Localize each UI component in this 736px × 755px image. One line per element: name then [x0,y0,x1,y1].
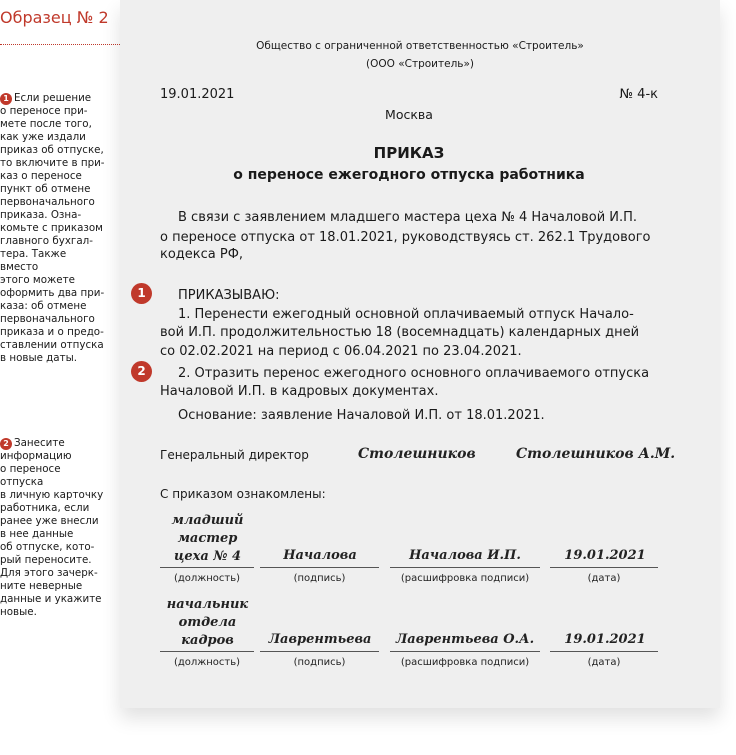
row-2-name-line [390,651,540,652]
row-1-position [160,512,255,566]
row-1-date: 19.01.2021 [564,548,646,563]
note-line: Занесите [14,437,65,449]
acquainted-heading: С приказом ознакомлены: [160,487,326,501]
note-line: информацию [0,450,72,462]
position-line: отдела [178,615,237,630]
note-line: данные и укажите [0,593,102,605]
caption-signature: (подпись) [293,573,346,584]
note-line: приказ об отпуске, [0,144,104,156]
note-line: каза: об отмене [0,300,87,312]
note-line: тера. Также вместо [0,248,67,273]
note-line: об отпуске, кото- [0,541,95,553]
director-name: Столешников А.М. [516,446,676,462]
item-1-line: вой И.П. продолжительностью 18 (восемнадцать) календарных дней [160,325,640,340]
document-date: 19.01.2021 [160,87,235,102]
position-line: цеха № 4 [173,549,242,564]
note-line: этого можете [0,274,75,286]
note-line: то включите в при- [0,157,105,169]
note-line: комьте с приказом [0,222,103,234]
org-full-name: Общество с ограниченной ответственностью «Строитель» [256,40,584,52]
note-line: в новые даты. [0,352,78,364]
note-line: мете после того, [0,118,92,130]
note-line: главного бухгал- [0,235,93,247]
item-2-line: 2. Отразить перенос ежегодного основного оплачиваемого отпуска [178,366,650,381]
row-2-position [160,596,255,650]
preamble-line: кодекса РФ, [160,247,244,262]
row-1-name: Началова И.П. [409,548,521,563]
note-line: ставлении отпуска [0,339,104,351]
row-2-signature-line [260,651,379,652]
note-line: оформить два при- [0,287,105,299]
note-2-number-badge: 2 [0,438,12,450]
note-line: первоначального [0,313,95,325]
note-line: ните неверные [0,580,83,592]
director-signature: Столешников [358,446,476,462]
row-1-signature: Началова [283,548,357,563]
note-line: пункт об отмене [0,183,91,195]
caption-decoding: (расшифровка подписи) [400,657,530,668]
row-2-name: Лаврентьева О.А. [395,632,535,647]
note-line: о переносе отпуска [0,463,61,488]
position-line: начальник [166,597,249,612]
document-subtitle: о переносе ежегодного отпуска работника [233,167,585,183]
note-line: Для этого зачерк- [0,567,98,579]
document-city: Москва [385,107,433,122]
director-title: Генеральный директор [160,448,309,462]
document-paper [120,0,720,708]
note-line: приказа и о предо- [0,326,104,338]
item-1-line: 1. Перенести ежегодный основной оплачиваемый отпуск Начало- [178,307,634,322]
note-line: новые. [0,606,37,618]
caption-date: (дата) [587,657,621,668]
note-line: в личную карточку [0,489,104,501]
row-2-date-line [550,651,658,652]
caption-date: (дата) [587,573,621,584]
note-1-number-badge: 1 [0,93,12,105]
marker-2-badge: 2 [131,361,152,382]
caption-signature: (подпись) [293,657,346,668]
note-line: работника, если [0,502,90,514]
caption-position: (должность) [173,573,241,584]
sample-divider [0,44,120,45]
item-2-line: Началовой И.П. в кадровых документах. [160,384,439,399]
row-1-signature-line [260,567,379,568]
position-line: младший [171,513,244,528]
row-1-date-line [550,567,658,568]
note-line: о переносе при- [0,105,88,117]
basis-line: Основание: заявление Началовой И.П. от 18.01.2021. [178,408,545,423]
order-word: ПРИКАЗЫВАЮ: [178,288,280,303]
note-line: приказа. Озна- [0,209,82,221]
row-2-signature: Лаврентьева [268,632,372,647]
note-line: рый переносите. [0,554,92,566]
row-1-name-line [390,567,540,568]
sidebar-note-2 [0,437,106,619]
org-short-name: (ООО «Строитель») [365,58,474,70]
document-title: ПРИКАЗ [373,144,445,162]
preamble-line: В связи с заявлением младшего мастера цеха № 4 Началовой И.П. [178,210,638,225]
note-line: в нее данные [0,528,74,540]
row-2-date: 19.01.2021 [564,632,646,647]
sample-title: Образец № 2 [0,8,109,27]
note-line: Если решение [14,92,92,104]
note-line: каз о переносе [0,170,82,182]
sidebar-note-1 [0,92,106,365]
row-2-position-line [160,651,254,652]
preamble-line: о переносе отпуска от 18.01.2021, руководствуясь ст. 262.1 Трудового [160,230,651,245]
marker-1-badge: 1 [131,283,152,304]
position-line: мастер [177,531,238,546]
caption-position: (должность) [173,657,241,668]
note-line: первоначального [0,196,95,208]
note-line: ранее уже внесли [0,515,99,527]
row-1-position-line [160,567,254,568]
document-number: № 4-к [619,87,658,102]
caption-decoding: (расшифровка подписи) [400,573,530,584]
item-1-line: со 02.02.2021 на период с 06.04.2021 по 23.04.2021. [160,344,522,359]
position-line: кадров [181,633,234,648]
note-line: как уже издали [0,131,86,143]
